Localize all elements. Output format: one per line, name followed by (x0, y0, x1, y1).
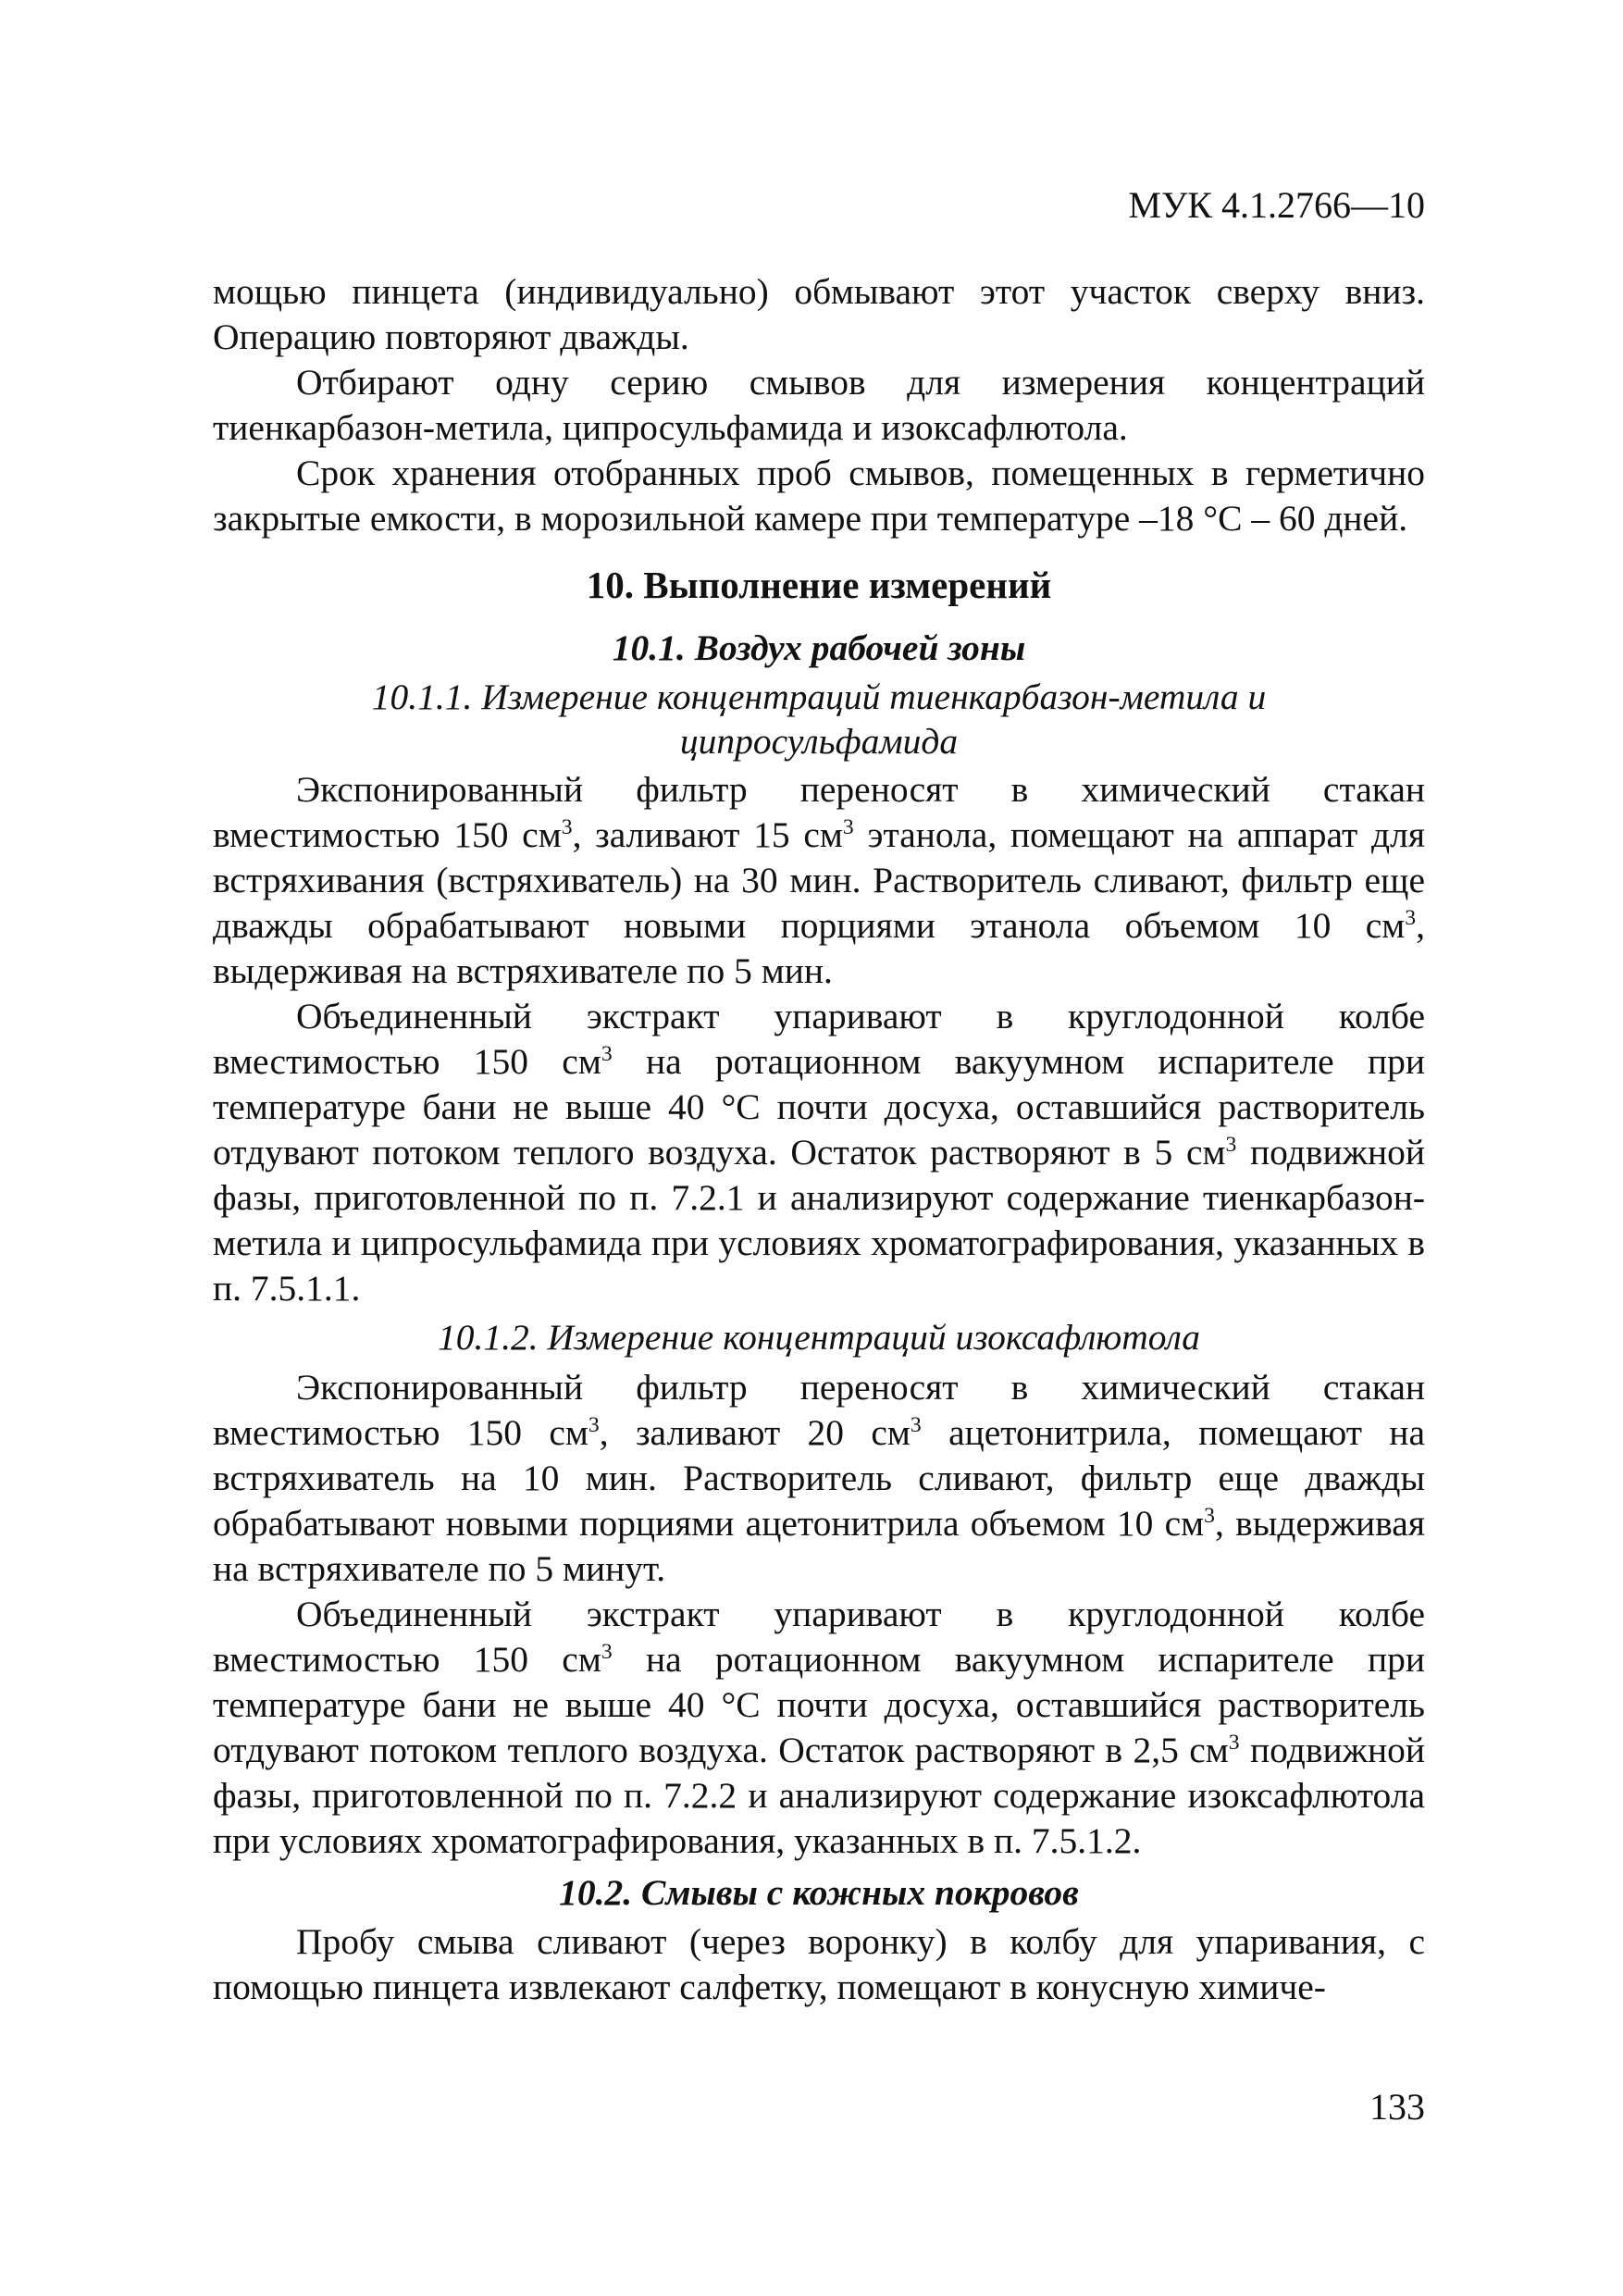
paragraph (213, 1592, 1425, 1864)
text-run: , выдерживая на встряхивателе по 5 минут. (213, 1503, 1425, 1589)
section-heading: 10. Выполнение измерений (586, 564, 1052, 606)
text-run: Объединенный экстракт упаривают в круглодонной колбе вместимостью 150 см (213, 1594, 1425, 1680)
subsection-heading: 10.2. Смывы с кожных покровов (559, 1872, 1079, 1913)
text-run: Отбирают одну серию смывов для измерения концентраций тиенкарбазон-метила, ципросульфамида и изоксафлютола. (213, 362, 1425, 448)
superscript: 3 (601, 1639, 613, 1664)
paragraph (213, 360, 1425, 451)
text-run: на ротационном вакуумном испарителе при температуре бани не выше 40 °С почти досуха, оставшийся растворитель отдувают потоком теплого воздуха. Остаток растворяют в 5 см (213, 1041, 1425, 1173)
page-body (213, 269, 1425, 2010)
paragraph (213, 1365, 1425, 1592)
subsubsection-heading: 10.1.2. Измерение концентраций изоксафлютола (437, 1317, 1201, 1358)
paragraph (213, 451, 1425, 541)
paragraph (213, 1919, 1425, 2010)
superscript: 3 (1405, 905, 1417, 930)
superscript: 3 (1225, 1132, 1237, 1157)
superscript: 3 (910, 1412, 922, 1437)
text-run: , выдерживая на встряхивателе по 5 мин. (213, 905, 1425, 991)
text-run: , заливают 20 см (599, 1412, 911, 1453)
text-run: Объединенный экстракт упаривают в круглодонной колбе вместимостью 150 см (213, 996, 1425, 1082)
page-number: 133 (1369, 2086, 1425, 2128)
text-run: подвижной фазы, приготовленной по п. 7.2.1 и анализируют содержание тиенкарбазон-метила и ципросульфамида при условиях хроматографирования, указанных в п. 7.5.1.1. (213, 1132, 1425, 1309)
paragraph (213, 269, 1425, 360)
paragraph (213, 994, 1425, 1311)
subsubsection-heading: 10.1.1. Измерение концентраций тиенкарбазон-метила и ципросульфамида (371, 676, 1267, 762)
text-run: Экспонированный фильтр переносят в химический стакан вместимостью 150 см (213, 769, 1425, 855)
text-run: этанола, помещают на аппарат для встряхивания (встряхиватель) на 30 мин. Растворитель сливают, фильтр еще дважды обрабатывают новыми порциями этанола объемом 10 см (213, 814, 1425, 946)
text-run: на ротационном вакуумном испарителе при температуре бани не выше 40 °С почти досуха, оставшийся растворитель отдувают потоком теплого воздуха. Остаток растворяют в 2,5 см (213, 1639, 1425, 1770)
text-run: Срок хранения отобранных проб смывов, помещенных в герметично закрытые емкости, в морозильной камере при температуре –18 °С – 60 дней. (213, 453, 1425, 539)
text-run: подвижной фазы, приготовленной по п. 7.2.2 и анализируют содержание изоксафлютола при условиях хроматографирования, указанных в п. 7.5.1.2. (213, 1730, 1425, 1861)
text-run: Пробу смыва сливают (через воронку) в колбу для упаривания, с помощью пинцета извлекают салфетку, помещают в конусную химиче- (213, 1921, 1425, 2007)
superscript: 3 (601, 1041, 613, 1066)
superscript: 3 (842, 814, 854, 839)
text-run: мощью пинцета (индивидуально) обмывают этот участок сверху вниз. Операцию повторяют дважды. (213, 271, 1425, 357)
superscript: 3 (1204, 1503, 1216, 1528)
paragraph (213, 767, 1425, 994)
text-run: Экспонированный фильтр переносят в химический стакан вместимостью 150 см (213, 1367, 1425, 1453)
superscript: 3 (588, 1412, 600, 1437)
text-run: ацетонитрила, помещают на встряхиватель на 10 мин. Растворитель сливают, фильтр еще дважды обрабатывают новыми порциями ацетонитрила объемом 10 см (213, 1412, 1425, 1544)
subsection-heading: 10.1. Воздух рабочей зоны (612, 627, 1026, 668)
superscript: 3 (1228, 1730, 1240, 1755)
superscript: 3 (561, 814, 573, 839)
document-code-header: МУК 4.1.2766—10 (1128, 184, 1425, 226)
text-run: , заливают 15 см (572, 814, 843, 855)
